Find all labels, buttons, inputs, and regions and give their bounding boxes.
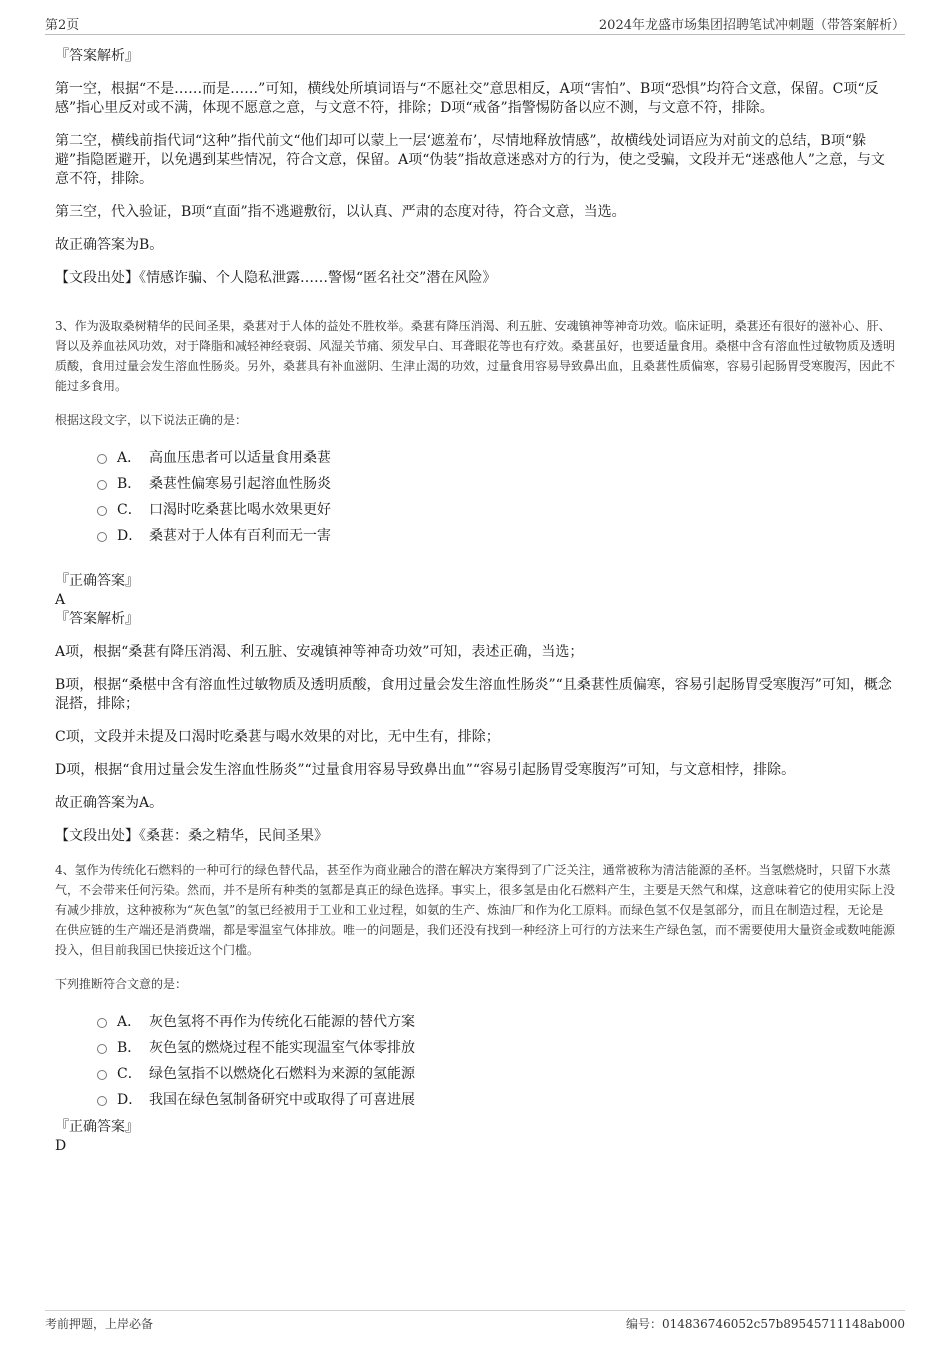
option-text: 灰色氢的燃烧过程不能实现温室气体零排放 bbox=[149, 1040, 415, 1056]
q3-stem: 3、作为汲取桑树精华的民间圣果，桑葚对于人体的益处不胜枚举。桑葚有降压消渴、利五脏、安魂镇神等神奇功效。临床证明，桑葚还有很好的滋补心、肝、肾以及养血祛风功效，对于降脂和减轻神经衰弱、风湿关节痛、须发早白、耳聋眼花等也有疗效。桑葚虽好，也要适量食用。桑椹中含有溶血性过敏物质及透明质酸，食用过量会发生溶血性肠炎。另外，桑葚具有补血滋阴、生津止渴的功效，过量食用容易导致鼻出血，且桑葚性质偏寒，容易引起肠胃受寒腹泻，因此不能过多食用。 bbox=[55, 319, 896, 393]
q3-option-b[interactable] bbox=[97, 470, 895, 496]
radio-button-icon[interactable] bbox=[97, 1044, 107, 1054]
q3-option-a[interactable] bbox=[97, 444, 895, 470]
radio-button-icon[interactable] bbox=[97, 506, 107, 516]
option-text: 高血压患者可以适量食用桑葚 bbox=[149, 450, 331, 466]
q2-analysis-para-2: 第二空，横线前指代词“这种”指代前文“他们却可以蒙上一层‘遮羞布’，尽情地释放情感”，故横线处词语应为对前文的总结，B项“躲避”指隐匿避开，以免遇到某些情况，符合文意，保留。A项“伪装”指故意迷惑对方的行为，使之受骗，文段并无“迷惑他人”之意，与文意不符，排除。 bbox=[55, 133, 885, 187]
q3-analysis-label: 『答案解析』 bbox=[55, 611, 139, 627]
q4-options bbox=[97, 1008, 895, 1112]
option-text: 灰色氢将不再作为传统化石能源的替代方案 bbox=[149, 1014, 415, 1030]
page-footer bbox=[45, 1310, 905, 1335]
document-title: 2024年龙盛市场集团招聘笔试冲刺题（带答案解析） bbox=[598, 18, 905, 33]
q2-analysis-para-1: 第一空，根据“不是……而是……”可知，横线处所填词语与“不愿社交”意思相反，A项“害怕”、B项“恐惧”均符合文意，保留。C项“反感”指心里反对或不满，体现不愿意之意，与文意不符，排除；D项“戒备”指警惕防备以应不测，与文意不符，排除。 bbox=[55, 81, 879, 116]
footer-slogan: 考前押题，上岸必备 bbox=[45, 1317, 154, 1331]
option-text: 桑葚性偏寒易引起溶血性肠炎 bbox=[149, 476, 331, 492]
option-letter: C． bbox=[117, 502, 142, 518]
q4-answer-label: 『正确答案』 bbox=[55, 1119, 139, 1135]
option-letter: A． bbox=[117, 450, 142, 466]
q4-answer: D bbox=[55, 1138, 67, 1154]
option-letter: D． bbox=[117, 528, 143, 544]
radio-button-icon[interactable] bbox=[97, 454, 107, 464]
radio-button-icon[interactable] bbox=[97, 1070, 107, 1080]
radio-button-icon[interactable] bbox=[97, 1018, 107, 1028]
radio-button-icon[interactable] bbox=[97, 1096, 107, 1106]
q3-option-d[interactable] bbox=[97, 522, 895, 548]
option-letter: C． bbox=[117, 1066, 142, 1082]
q4-option-b[interactable] bbox=[97, 1034, 895, 1060]
page-content bbox=[55, 45, 895, 1156]
q3-options bbox=[97, 444, 895, 548]
q3-analysis-c: C项，文段并未提及口渴时吃桑葚与喝水效果的对比，无中生有，排除； bbox=[55, 729, 500, 745]
option-text: 桑葚对于人体有百利而无一害 bbox=[149, 528, 331, 544]
q2-analysis-para-3: 第三空，代入验证，B项“直面”指不逃避敷衍，以认真、严肃的态度对待，符合文意，当选。 bbox=[55, 204, 626, 220]
q3-question: 根据这段文字，以下说法正确的是： bbox=[55, 413, 248, 427]
q3-source: 【文段出处】《桑葚：桑之精华，民间圣果》 bbox=[55, 828, 328, 844]
q3-conclusion: 故正确答案为A。 bbox=[55, 795, 164, 811]
q3-analysis-b: B项，根据“桑椹中含有溶血性过敏物质及透明质酸，食用过量会发生溶血性肠炎”“且桑葚性质偏寒，容易引起肠胃受寒腹泻”可知，概念混搭，排除； bbox=[55, 677, 892, 712]
option-text: 我国在绿色氢制备研究中或取得了可喜进展 bbox=[149, 1092, 415, 1108]
q4-stem: 4、氢作为传统化石燃料的一种可行的绿色替代品，甚至作为商业融合的潜在解决方案得到了广泛关注，通常被称为清洁能源的圣杯。当氢燃烧时，只留下水蒸气，不会带来任何污染。然而，并不是所有种类的氢都是真正的绿色选择。事实上，很多氢是由化石燃料产生，主要是天然气和煤，这意味着它的使用实际上没有减少排放，这种被称为“灰色氢”的氢已经被用于工业和工业过程，如氨的生产、炼油厂和作为化工原料。而绿色氢不仅是氢部分，而且在制造过程，无论是在供应链的生产端还是消费端，都是零温室气体排放。唯一的问题是，我们还没有找到一种经济上可行的方法来生产绿色氢，而不需要使用大量资金或数吨能源投入，但目前我国已快接近这个门槛。 bbox=[55, 863, 896, 957]
q4-option-c[interactable] bbox=[97, 1060, 895, 1086]
q3-analysis-d: D项，根据“食用过量会发生溶血性肠炎”“过量食用容易导致鼻出血”“容易引起肠胃受寒腹泻”可知，与文意相悖，排除。 bbox=[55, 762, 796, 778]
page-header bbox=[45, 12, 905, 35]
q4-question: 下列推断符合文意的是： bbox=[55, 977, 188, 991]
q3-option-c[interactable] bbox=[97, 496, 895, 522]
option-letter: D． bbox=[117, 1092, 143, 1108]
option-letter: B． bbox=[117, 1040, 142, 1056]
q4-option-d[interactable] bbox=[97, 1086, 895, 1112]
footer-serial: 编号：014836746052c57b89545711148ab000 bbox=[625, 1317, 905, 1331]
option-text: 口渴时吃桑葚比喝水效果更好 bbox=[149, 502, 331, 518]
option-letter: A． bbox=[117, 1014, 142, 1030]
q3-analysis-a: A项，根据“桑葚有降压消渴、利五脏、安魂镇神等神奇功效”可知，表述正确，当选； bbox=[55, 644, 584, 660]
q3-answer-label: 『正确答案』 bbox=[55, 573, 139, 589]
page-number: 第2页 bbox=[45, 18, 80, 33]
q4-option-a[interactable] bbox=[97, 1008, 895, 1034]
q2-conclusion: 故正确答案为B。 bbox=[55, 237, 164, 253]
q3-answer: A bbox=[55, 592, 66, 608]
radio-button-icon[interactable] bbox=[97, 532, 107, 542]
q2-analysis-label: 『答案解析』 bbox=[55, 48, 139, 64]
option-letter: B． bbox=[117, 476, 142, 492]
radio-button-icon[interactable] bbox=[97, 480, 107, 490]
option-text: 绿色氢指不以燃烧化石燃料为来源的氢能源 bbox=[149, 1066, 415, 1082]
q2-source: 【文段出处】《情感诈骗、个人隐私泄露……警惕“匿名社交”潜在风险》 bbox=[55, 270, 497, 286]
